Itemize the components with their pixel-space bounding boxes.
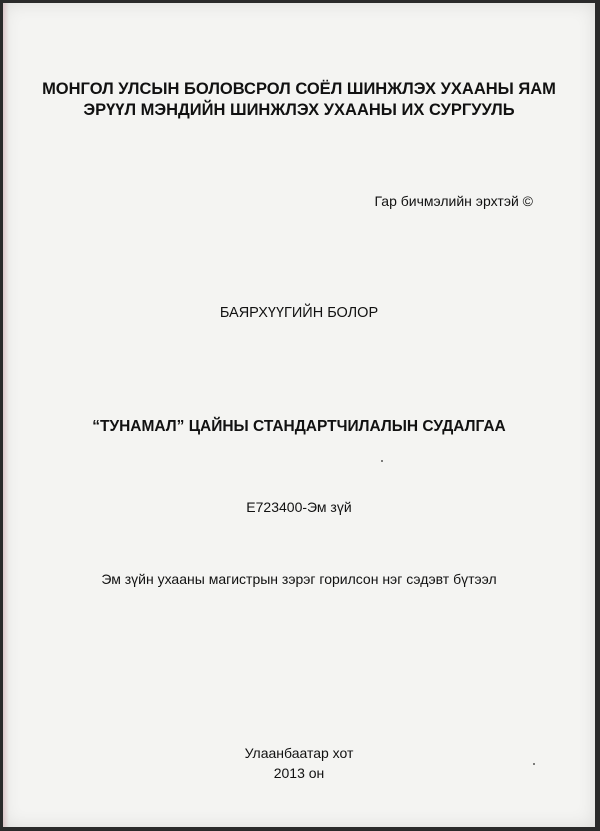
- city-name: Улаанбаатар хот: [244, 745, 354, 761]
- cover-page: [3, 3, 595, 827]
- paper-speck: [381, 460, 383, 462]
- author-name: БАЯРХҮҮГИЙН БОЛОР: [219, 305, 379, 321]
- paper-speck: [533, 763, 535, 765]
- publication-year: 2013 он: [273, 765, 325, 781]
- spine-edge: [3, 3, 9, 827]
- degree-statement: Эм зүйн ухааны магистрын зэрэг горилсон нэг сэдэвт бүтээл: [101, 571, 497, 587]
- specialty-code: Е723400-Эм зүй: [246, 499, 352, 515]
- ministry-name: МОНГОЛ УЛСЫН БОЛОВСРОЛ СОЁЛ ШИНЖЛЭХ УХААНЫ ЯАМ: [42, 80, 556, 98]
- university-name: ЭРҮҮЛ МЭНДИЙН ШИНЖЛЭХ УХААНЫ ИХ СУРГУУЛЬ: [83, 101, 515, 119]
- copyright-notice: Гар бичмэлийн эрхтэй ©: [374, 193, 533, 209]
- thesis-title: “ТУНАМАЛ” ЦАЙНЫ СТАНДАРТЧИЛАЛЫН СУДАЛГАА: [92, 418, 506, 435]
